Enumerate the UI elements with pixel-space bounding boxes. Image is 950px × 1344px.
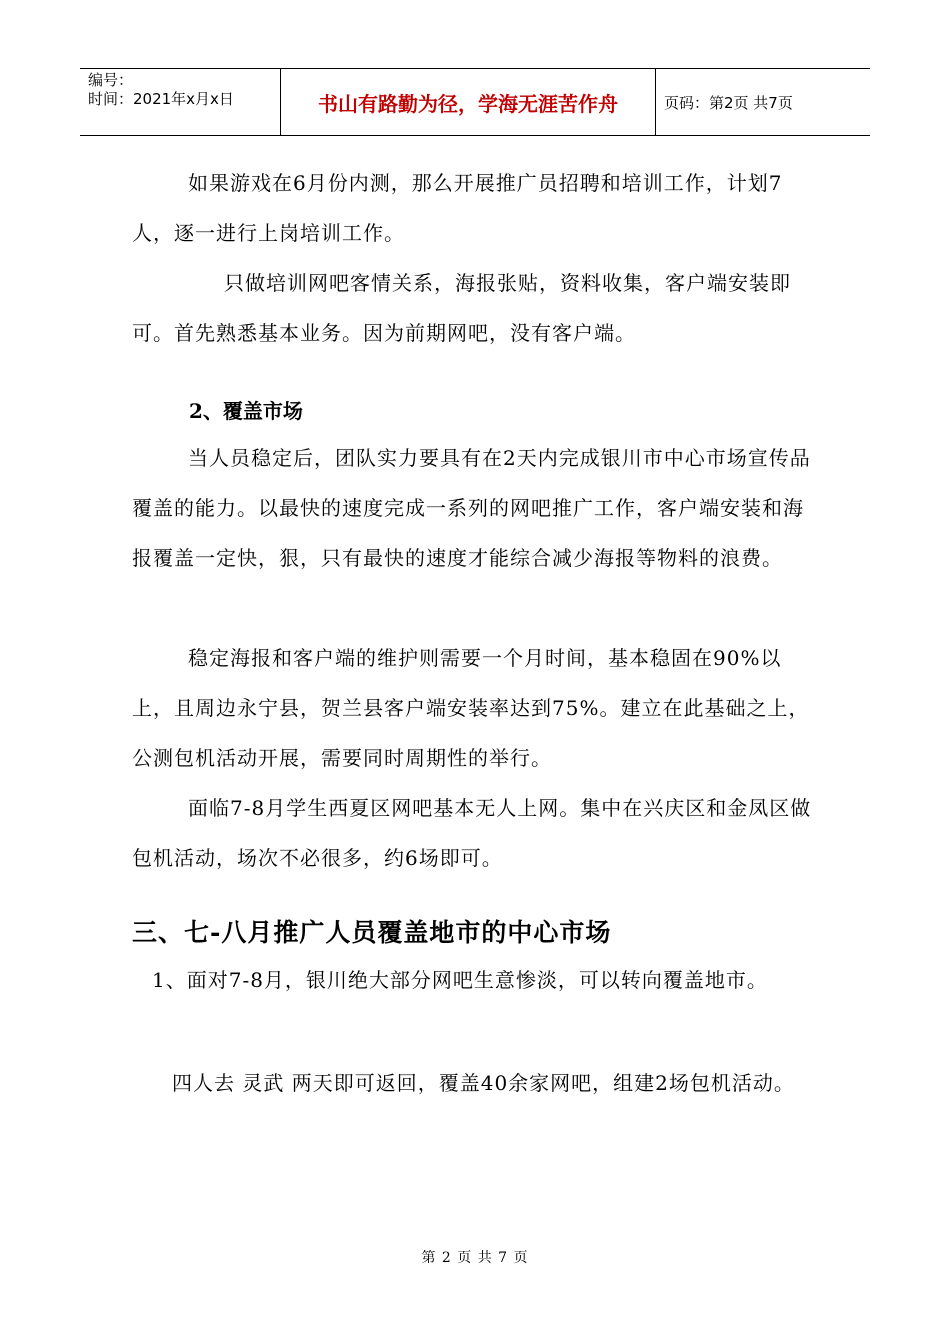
page-footer: 第 2 页 共 7 页 (421, 1250, 529, 1266)
paragraph-training: 只做培训网吧客情关系，海报张贴，资料收集，客户端安装即可。首先熟悉基本业务。因为前期网吧，没有客户端。 (132, 271, 791, 345)
paragraph-recruitment: 如果游戏在6月份内测，那么开展推广员招聘和培训工作，计划7人，逐一进行上岗培训工作。 (132, 171, 783, 245)
header-motto: 书山有路勤为径，学海无涯苦作舟 (281, 69, 656, 135)
header-left-cell (80, 69, 281, 135)
paragraph-summer-activity: 面临7-8月学生西夏区网吧基本无人上网。集中在兴庆区和金凤区做包机活动，场次不必很多，约6场即可。 (132, 796, 812, 870)
heading-cover-market: 2、覆盖市场 (189, 399, 303, 423)
document-header (80, 68, 870, 136)
paragraph-lingwu-plan: 四人去 灵武 两天即可返回，覆盖40余家网吧，组建2场包机活动。 (172, 1071, 795, 1095)
paragraph-regional-markets: 1、面对7-8月，银川绝大部分网吧生意惨淡，可以转向覆盖地市。 (152, 968, 768, 992)
header-page-info: 页码：第2页 共7页 (664, 93, 793, 112)
paragraph-maintenance: 稳定海报和客户端的维护则需要一个月时间，基本稳固在90%以上，且周边永宁县，贺兰县客户端安装率达到75%。建立在此基础之上，公测包机活动开展，需要同时周期性的举行。 (132, 646, 810, 770)
document-number-label: 编号： (88, 71, 134, 89)
paragraph-team-capacity: 当人员稳定后，团队实力要具有在2天内完成银川市中心市场宣传品覆盖的能力。以最快的速度完成一系列的网吧推广工作，客户端安装和海报覆盖一定快，狠，只有最快的速度才能综合减少海报等物料的浪费。 (132, 446, 811, 570)
heading-section-three: 三、七-八月推广人员覆盖地市的中心市场 (132, 918, 612, 947)
document-date-label: 时间：2021年x月x日 (88, 90, 234, 108)
